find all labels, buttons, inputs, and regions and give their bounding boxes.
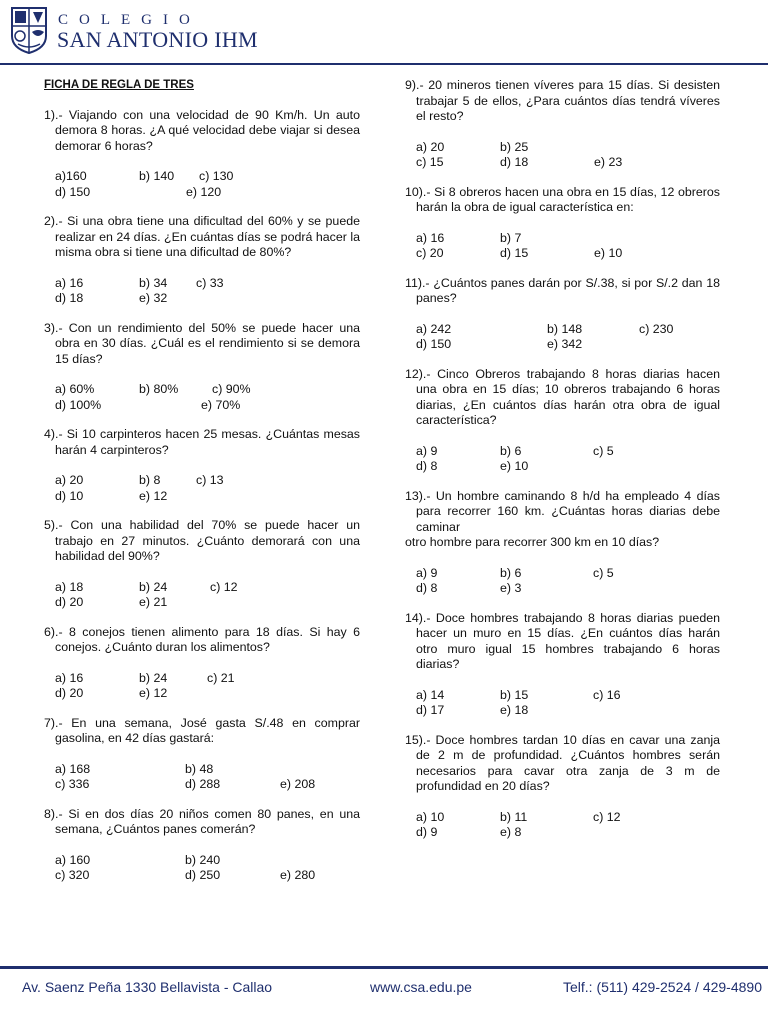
option-e: e) 10 xyxy=(594,246,623,260)
option-b: b) 6 xyxy=(500,565,522,580)
option-a: a) 9 xyxy=(416,565,438,580)
answer-options xyxy=(44,580,360,611)
option-d: d) 9 xyxy=(416,825,438,839)
option-c: c) 130 xyxy=(199,169,234,183)
option-c: c) 20 xyxy=(416,246,444,260)
option-c: c) 33 xyxy=(196,275,224,290)
question-14 xyxy=(405,611,720,719)
footer-phone: Telf.: (511) 429-2524 / 429-4890 xyxy=(563,979,762,995)
question-text: 5).- Con una habilidad del 70% se puede hacer un trabajo en 27 minutos. ¿Cuánto demorará con una habilidad del 90%? xyxy=(44,518,360,563)
right-column xyxy=(405,78,720,855)
answer-options xyxy=(405,688,720,719)
option-d: d) 17 xyxy=(416,703,445,717)
option-b: b) 15 xyxy=(500,687,529,702)
footer-website-link[interactable]: www.csa.edu.pe xyxy=(370,979,472,995)
answer-options xyxy=(44,473,360,504)
question-text: 9).- 20 mineros tienen víveres para 15 días. Si desisten trabajar 5 de ellos, ¿Para cuántos días tendrá víveres el resto? xyxy=(405,78,720,123)
option-d: d) 8 xyxy=(416,581,438,595)
option-e: e) 23 xyxy=(594,155,623,169)
option-b: b) 140 xyxy=(139,169,175,183)
question-1 xyxy=(44,108,360,201)
option-b: b) 11 xyxy=(500,809,528,824)
option-a: a) 18 xyxy=(55,579,84,594)
answer-options xyxy=(405,322,720,353)
option-d: d) 150 xyxy=(416,337,452,351)
answer-options xyxy=(44,169,360,200)
option-c: c) 12 xyxy=(210,579,238,594)
question-2 xyxy=(44,214,360,307)
option-e: e) 208 xyxy=(280,777,316,791)
footer-address: Av. Saenz Peña 1330 Bellavista - Callao xyxy=(22,979,273,995)
question-text: 14).- Doce hombres trabajando 8 horas diarias pueden hacer un muro en 15 días. ¿En cuántos días harán otro muro igual 15 hombres trabajando 6 horas diarias? xyxy=(405,610,720,671)
answer-options xyxy=(405,231,720,262)
question-text: 10).- Si 8 obreros hacen una obra en 15 días, 12 obreros harán la obra de igual característica en: xyxy=(405,184,720,214)
question-text xyxy=(405,489,720,551)
question-text-main: 13).- Un hombre caminando 8 h/d ha empleado 4 días para recorrer 160 km. ¿Cuántas horas diarias debe caminar xyxy=(405,488,720,534)
footer-divider xyxy=(0,966,768,969)
answer-options xyxy=(44,276,360,307)
question-7 xyxy=(44,716,360,793)
option-b: b) 80% xyxy=(139,382,179,396)
option-b: b) 25 xyxy=(500,139,529,154)
option-b: b) 7 xyxy=(500,230,522,245)
option-c: c) 13 xyxy=(196,473,224,487)
answer-options xyxy=(405,566,720,597)
option-a: a) 14 xyxy=(416,687,445,702)
option-b: b) 148 xyxy=(547,321,583,336)
question-text: 12).- Cinco Obreros trabajando 8 horas diarias hacen una obra en 15 días; 10 obreros trabajando 6 horas diarias, ¿En cuántos días harán otra obra de igual característica? xyxy=(405,366,720,427)
option-d: d) 100% xyxy=(55,397,102,412)
header-divider xyxy=(0,63,768,65)
option-a: a) 242 xyxy=(416,321,452,336)
option-b: b) 24 xyxy=(139,579,168,594)
school-name: SAN ANTONIO IHM xyxy=(57,27,258,52)
option-e: e) 3 xyxy=(500,581,522,595)
option-b: b) 24 xyxy=(139,670,168,685)
option-c: c) 90% xyxy=(212,382,251,396)
question-text: 7).- En una semana, José gasta S/.48 en comprar gasolina, en 42 días gastará: xyxy=(44,715,360,745)
option-b: b) 34 xyxy=(139,275,168,290)
option-d: d) 250 xyxy=(185,868,221,882)
option-e: e) 342 xyxy=(547,337,583,351)
question-text: 4).- Si 10 carpinteros hacen 25 mesas. ¿Cuántas mesas harán 4 carpinteros? xyxy=(44,427,360,457)
option-d: d) 20 xyxy=(55,686,84,700)
option-c: c) 21 xyxy=(207,670,235,685)
answer-options xyxy=(405,810,720,841)
answer-options xyxy=(44,762,360,793)
left-column xyxy=(44,78,360,898)
option-d: d) 10 xyxy=(55,488,84,503)
option-a: a) 20 xyxy=(416,139,445,154)
option-c: c) 15 xyxy=(416,155,444,169)
option-a: a) 16 xyxy=(55,670,84,685)
option-a: a) 160 xyxy=(55,852,91,867)
question-text: 2).- Si una obra tiene una dificultad del 60% y se puede realizar en 24 días. ¿En cuántas días se podrá hacer la misma obra si tiene una dificultad de 80%? xyxy=(44,214,360,259)
option-e: e) 8 xyxy=(500,825,522,839)
answer-options xyxy=(405,140,720,171)
option-c: c) 5 xyxy=(593,443,614,458)
question-13 xyxy=(405,489,720,597)
option-e: e) 120 xyxy=(186,184,222,199)
option-c: c) 230 xyxy=(639,321,674,336)
question-15 xyxy=(405,733,720,841)
question-12 xyxy=(405,367,720,475)
school-crest-icon xyxy=(10,6,48,54)
option-d: d) 150 xyxy=(55,184,91,199)
option-a: a) 16 xyxy=(416,230,445,245)
sheet-title: FICHA DE REGLA DE TRES xyxy=(44,79,194,91)
option-e: e) 18 xyxy=(500,703,529,717)
question-text: 8).- Si en dos días 20 niños comen 80 panes, en una semana, ¿Cuántos panes comerán? xyxy=(44,806,360,836)
option-c: c) 5 xyxy=(593,565,614,580)
option-c: c) 320 xyxy=(55,868,90,882)
answer-options xyxy=(44,382,360,413)
option-b: b) 6 xyxy=(500,443,522,458)
option-a: a) 9 xyxy=(416,443,438,458)
option-e: e) 12 xyxy=(139,686,168,700)
question-8 xyxy=(44,807,360,884)
option-d: d) 8 xyxy=(416,459,438,473)
option-b: b) 240 xyxy=(185,852,221,867)
question-text: 1).- Viajando con una velocidad de 90 Km/h. Un auto demora 8 horas. ¿A qué velocidad debe viajar si desea demorar 6 horas? xyxy=(44,107,360,153)
page-header xyxy=(0,0,768,64)
question-6 xyxy=(44,625,360,702)
option-e: e) 12 xyxy=(139,488,168,503)
question-4 xyxy=(44,427,360,504)
question-9 xyxy=(405,78,720,171)
option-d: d) 18 xyxy=(55,291,84,305)
option-a: a) 16 xyxy=(55,275,84,290)
option-b: b) 8 xyxy=(139,473,161,487)
option-e: e) 280 xyxy=(280,868,316,882)
answer-options xyxy=(44,671,360,702)
option-a: a)160 xyxy=(55,169,87,183)
option-c: c) 12 xyxy=(593,809,621,824)
option-d: d) 18 xyxy=(500,155,529,169)
question-text-continued: otro hombre para recorrer 300 km en 10 días? xyxy=(405,535,660,549)
question-11 xyxy=(405,276,720,353)
question-text: 11).- ¿Cuántos panes darán por S/.38, si por S/.2 dan 18 panes? xyxy=(405,275,720,305)
question-5 xyxy=(44,518,360,611)
option-d: d) 15 xyxy=(500,246,529,260)
question-text: 6).- 8 conejos tienen alimento para 18 días. Si hay 6 conejos. ¿Cuánto duran los alimentos? xyxy=(44,624,360,654)
option-e: e) 10 xyxy=(500,459,529,473)
option-e: e) 21 xyxy=(139,595,168,609)
option-a: a) 20 xyxy=(55,473,84,487)
option-a: a) 168 xyxy=(55,761,91,776)
option-b: b) 48 xyxy=(185,761,214,776)
answer-options xyxy=(44,853,360,884)
option-a: a) 10 xyxy=(416,809,445,824)
question-text: 15).- Doce hombres tardan 10 días en cavar una zanja de 2 m de profundidad. ¿Cuántos hombres serán necesarios para cavar otra zanja de 3 m de profundidad en 20 días? xyxy=(405,732,720,793)
answer-options xyxy=(405,444,720,475)
option-d: d) 20 xyxy=(55,595,84,609)
option-d: d) 288 xyxy=(185,777,221,791)
option-a: a) 60% xyxy=(55,382,95,396)
question-text: 3).- Con un rendimiento del 50% se puede hacer una obra en 30 días. ¿Cuál es el rendimiento si se demora 15 días? xyxy=(44,320,360,366)
question-10 xyxy=(405,185,720,262)
option-c: c) 16 xyxy=(593,687,621,702)
option-e: e) 32 xyxy=(139,291,168,305)
school-title-top: COLEGIO xyxy=(58,12,201,28)
option-e: e) 70% xyxy=(201,397,241,412)
option-c: c) 336 xyxy=(55,777,90,791)
question-3 xyxy=(44,321,360,414)
